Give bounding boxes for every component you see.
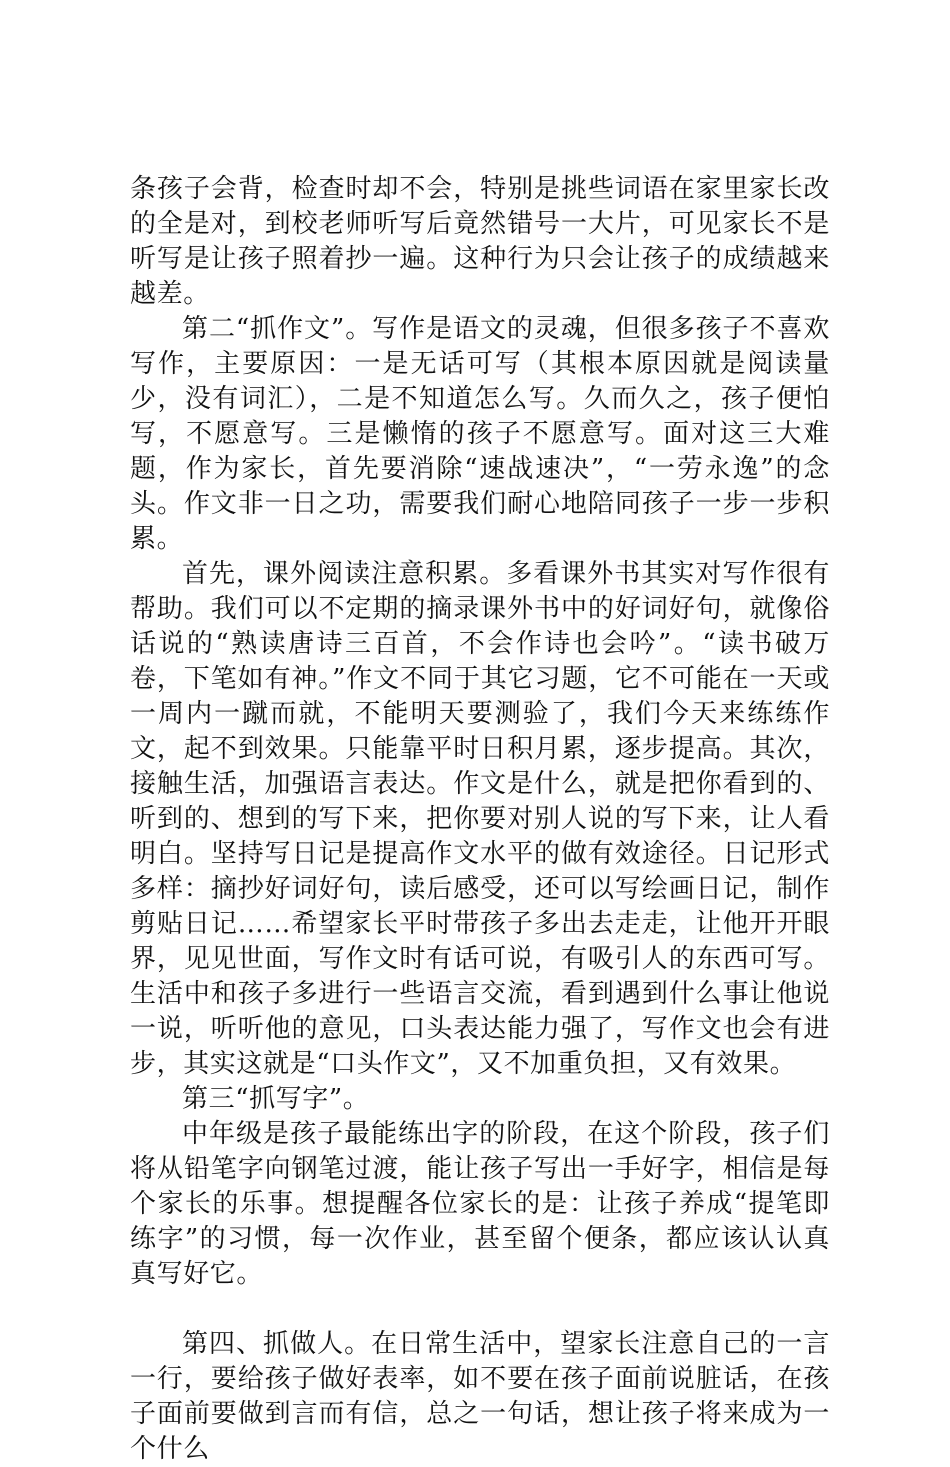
paragraph-continuation: 条孩子会背，检查时却不会，特别是挑些词语在家里家长改的全是对，到校老师听写后竟然错号一大片，可见家长不是听写是让孩子照着抄一遍。这种行为只会让孩子的成绩越来越差。: [130, 174, 830, 309]
paragraph-handwriting: 中年级是孩子最能练出字的阶段，在这个阶段，孩子们将从铅笔字向钢笔过渡，能让孩子写出一手好字，相信是每个家长的乐事。想提醒各位家长的是：让孩子养成“提笔即练字”的习惯，每一次作业，甚至留个便条，都应该认认真真写好它。: [130, 1119, 830, 1289]
paragraph-handwriting-heading: 第三“抓写字”。: [182, 1084, 370, 1114]
paragraph-spacer: [130, 1292, 830, 1327]
document-body: [130, 172, 830, 1467]
paragraph-character: 第四、抓做人。在日常生活中，望家长注意自己的一言一行，要给孩子做好表率，如不要在孩子面前说脏话，在孩子面前要做到言而有信，总之一句话，想让孩子将来成为一个什么: [130, 1329, 830, 1464]
paragraph-reading-accumulation: 首先，课外阅读注意积累。多看课外书其实对写作很有帮助。我们可以不定期的摘录课外书中的好词好句，就像俗话说的“熟读唐诗三百首，不会作诗也会吟”。“读书破万卷，下笔如有神。”作文不同于其它习题，它不可能在一天或一周内一蹴而就，不能明天要测验了，我们今天来练练作文，起不到效果。只能靠平时日积月累，逐步提高。其次，接触生活，加强语言表达。作文是什么，就是把你看到的、听到的、想到的写下来，把你要对别人说的写下来，让人看明白。坚持写日记是提高作文水平的做有效途径。日记形式多样：摘抄好词好句，读后感受，还可以写绘画日记，制作剪贴日记……希望家长平时带孩子多出去走走，让他开开眼界，见见世面，写作文时有话可说，有吸引人的东西可写。生活中和孩子多进行一些语言交流，看到遇到什么事让他说一说，听听他的意见，口头表达能力强了，写作文也会有进步，其实这就是“口头作文”，又不加重负担，又有效果。: [130, 559, 830, 1079]
paragraph-composition: 第二“抓作文”。写作是语文的灵魂，但很多孩子不喜欢写作，主要原因：一是无话可写（其根本原因就是阅读量少，没有词汇），二是不知道怎么写。久而久之，孩子便怕写，不愿意写。三是懒惰的孩子不愿意写。面对这三大难题，作为家长，首先要消除“速战速决”，“一劳永逸”的念头。作文非一日之功，需要我们耐心地陪同孩子一步一步积累。: [130, 314, 830, 554]
